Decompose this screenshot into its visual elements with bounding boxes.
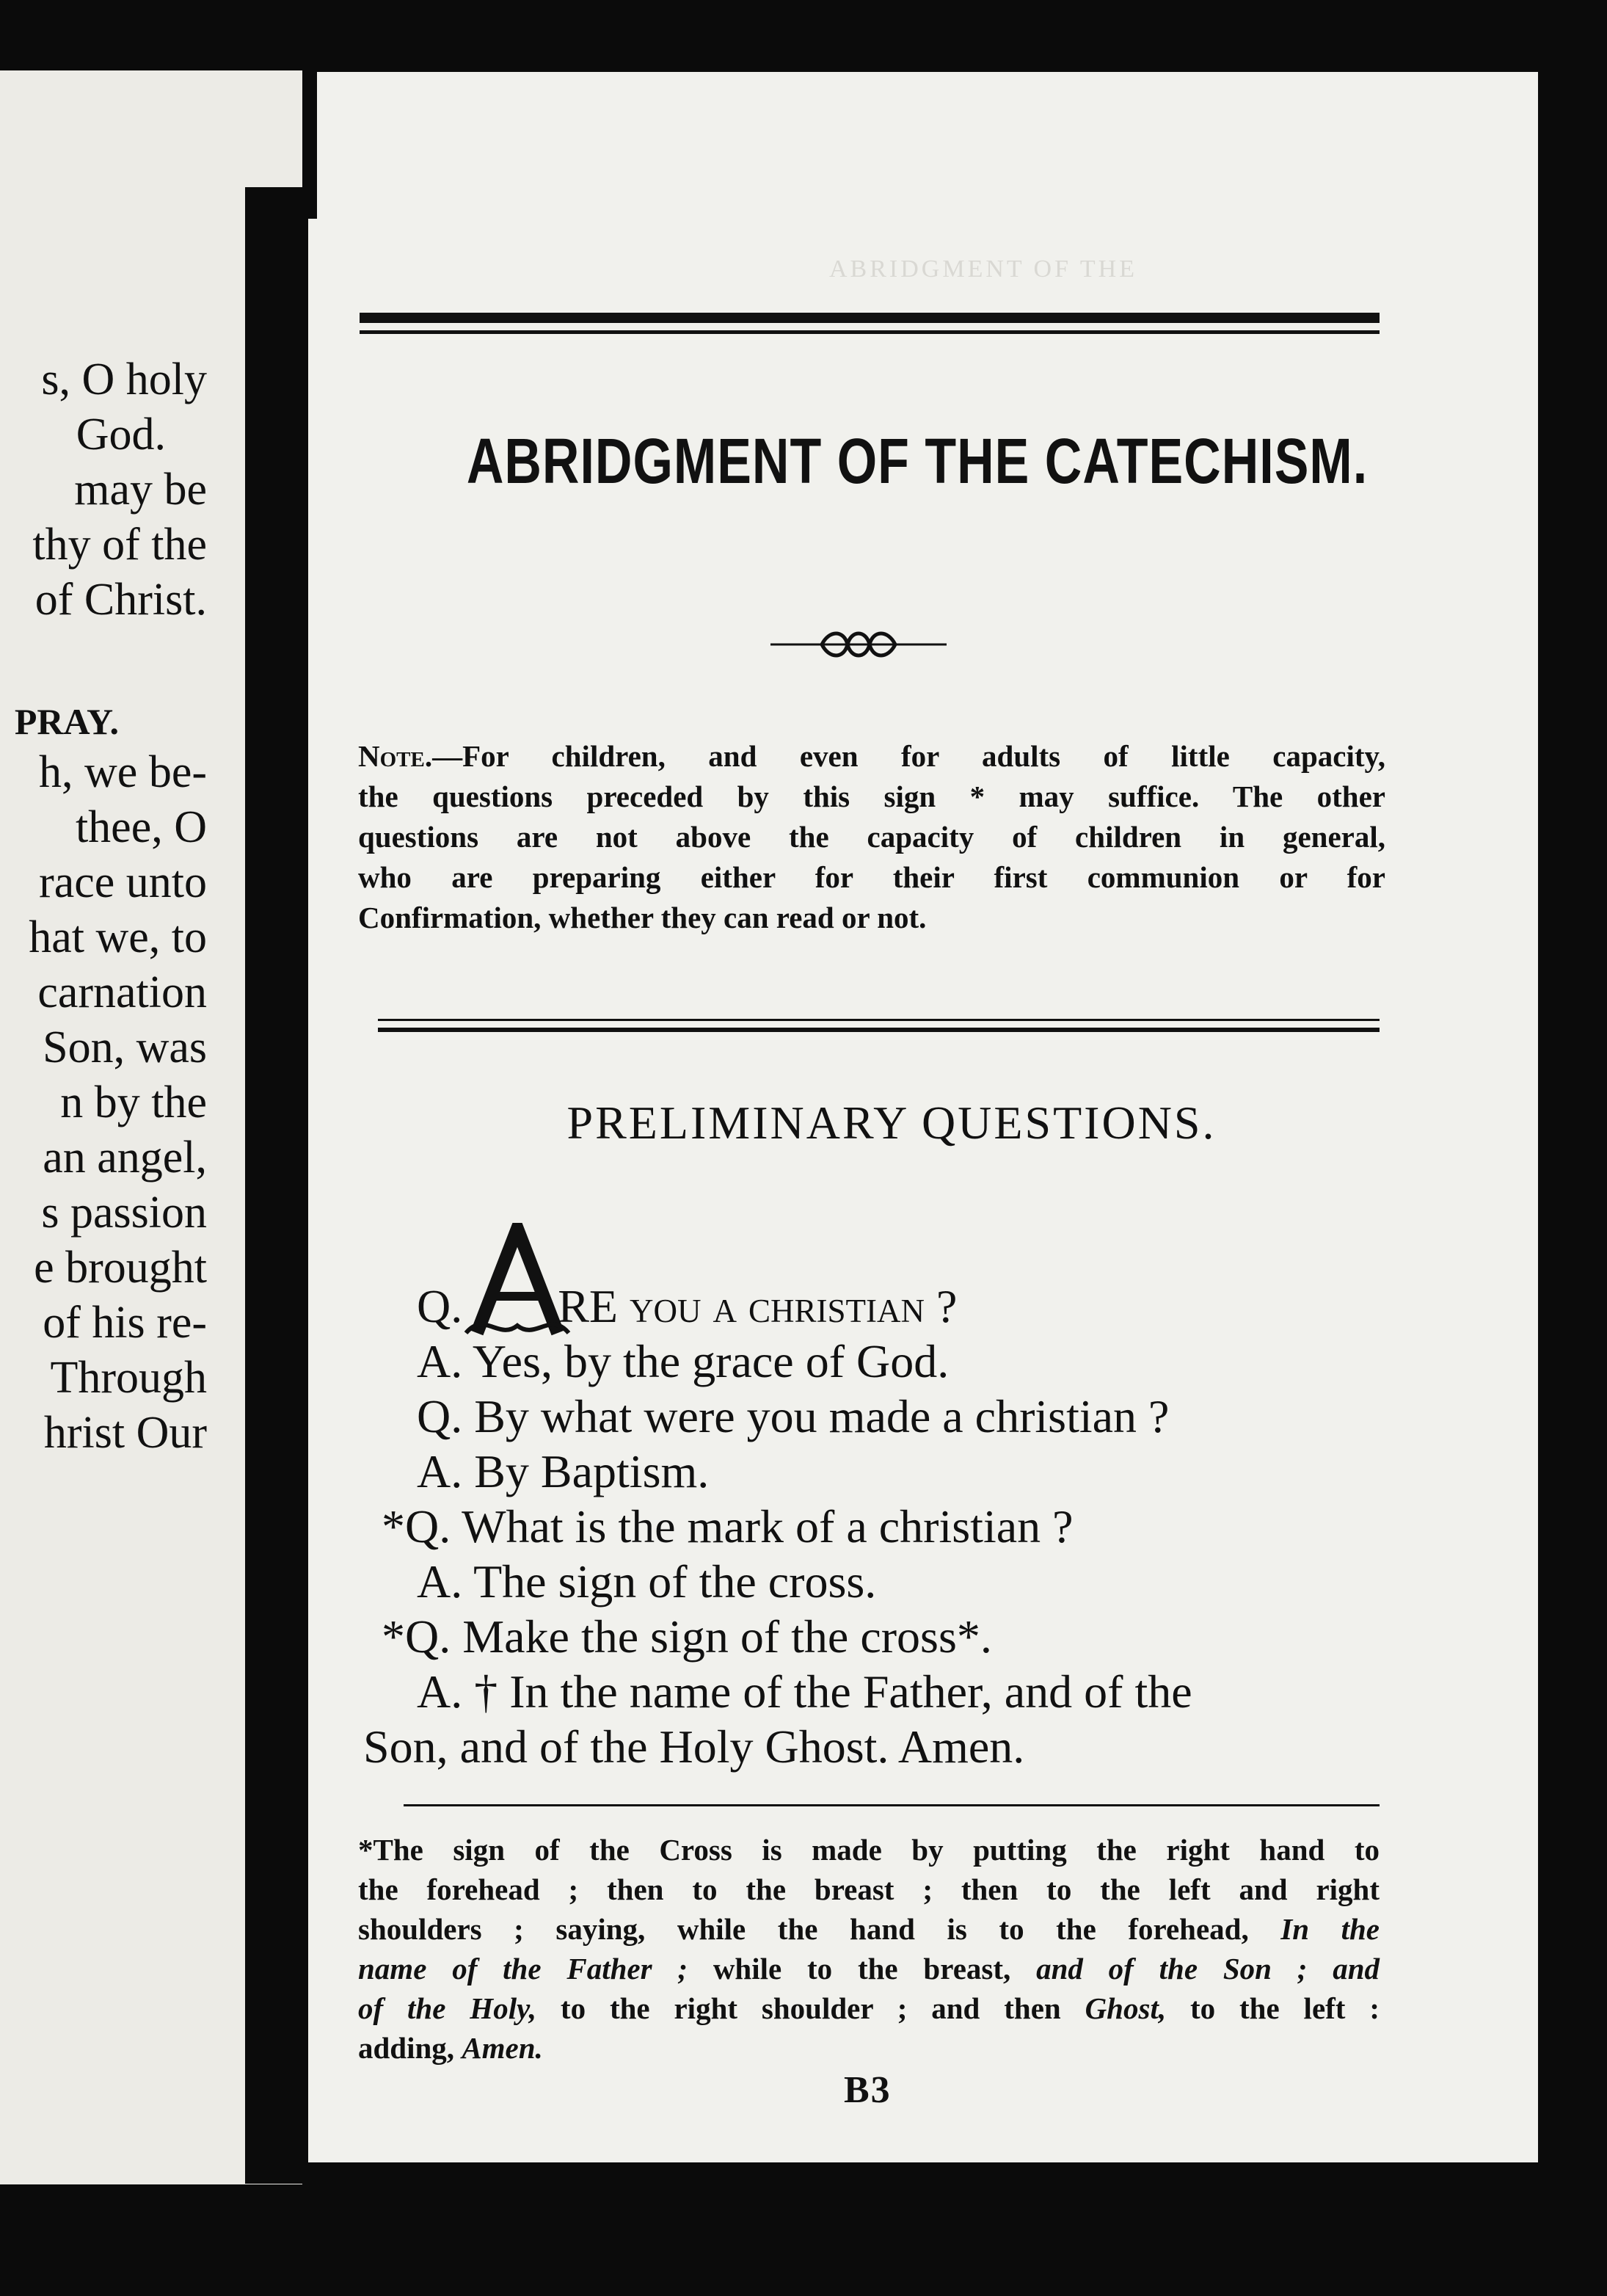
qa-line: [382, 1610, 992, 1663]
footnote: [358, 1830, 1380, 2068]
main-page: [308, 72, 1538, 2162]
footnote-italic: In the: [1280, 1912, 1380, 1946]
note-line: questions are not above the capacity of children in general,: [358, 820, 1385, 854]
left-line: race unto: [39, 857, 207, 907]
qa-marker: A.: [417, 1665, 463, 1718]
qa-marker: Q.: [417, 1390, 463, 1442]
qa-marker: *Q.: [382, 1500, 451, 1552]
qa-text: RE you a christian ?: [558, 1280, 958, 1332]
footnote-italic: of the Holy,: [358, 1991, 537, 2025]
left-line: Through: [50, 1353, 207, 1403]
qa-line: [417, 1335, 950, 1387]
note-label: Note.: [358, 739, 433, 773]
left-line: God.: [76, 410, 166, 459]
footnote-line: the forehead ; then to the breast ; then to the left and right: [358, 1872, 1380, 1906]
footnote-text: shoulders ; saying, while the hand is to the forehead,: [358, 1912, 1281, 1946]
top-rule-thick: [360, 313, 1380, 323]
note-paragraph: [358, 736, 1385, 938]
note-line: the questions preceded by this sign * may suffice. The other: [358, 780, 1385, 813]
footnote-line: *The sign of the Cross is made by putting the right hand to: [358, 1833, 1380, 1867]
footnote-italic: Amen.: [462, 2031, 543, 2065]
qa-text: † In the name of the Father, and of the: [474, 1665, 1192, 1718]
qa-text: Make the sign of the cross*.: [462, 1610, 992, 1663]
footnote-line: [358, 2028, 1380, 2068]
qa-line: [417, 1445, 710, 1497]
page-title: ABRIDGMENT OF THE CATECHISM.: [466, 425, 1369, 497]
section-rule-thin: [378, 1019, 1380, 1021]
footnote-rule: [404, 1804, 1380, 1806]
left-line: thee, O: [75, 802, 207, 852]
left-line: PRAY.: [14, 701, 119, 742]
qa-line: [382, 1500, 1074, 1552]
qa-line: [417, 1555, 877, 1607]
qa-marker: A.: [417, 1445, 463, 1497]
section-title: PRELIMINARY QUESTIONS.: [566, 1097, 1217, 1149]
left-line: Son, was: [43, 1022, 207, 1072]
footnote-text: to the right shoulder ; and then: [536, 1991, 1085, 2025]
footnote-italic: name of the Father ;: [358, 1952, 688, 1986]
left-line: n by the: [60, 1078, 207, 1127]
left-line: of Christ.: [34, 575, 207, 625]
left-line: hrist Our: [43, 1408, 207, 1458]
qa-line: [417, 1665, 1192, 1718]
qa-text: By what were you made a christian ?: [474, 1390, 1170, 1442]
qa-marker: A.: [417, 1555, 463, 1607]
note-line: who are preparing either for their first communion or for: [358, 860, 1385, 894]
torn-edge: [308, 72, 330, 219]
note-line: —For children, and even for adults of little capacity,: [432, 739, 1385, 773]
left-line: s passion: [41, 1188, 207, 1238]
left-line: thy of the: [32, 520, 207, 570]
qa-text: Yes, by the grace of God.: [472, 1335, 950, 1387]
dropcap-letter: A: [514, 1305, 520, 1313]
ornament-icon: [770, 622, 947, 666]
left-line: hat we, to: [29, 912, 207, 962]
qa-marker: *Q.: [382, 1610, 451, 1663]
qa-text: By Baptism.: [474, 1445, 710, 1497]
note-line: Confirmation, whether they can read or not.: [358, 901, 927, 934]
left-line: s, O holy: [41, 355, 207, 404]
top-rule-thin: [360, 330, 1380, 334]
running-head: ABRIDGMENT OF THE: [829, 255, 1137, 283]
qa-marker: A.: [417, 1335, 463, 1387]
footnote-italic: Ghost,: [1085, 1991, 1167, 2025]
qa-line: [417, 1390, 1170, 1442]
footnote-line: [358, 1909, 1380, 1949]
page-gutter: [245, 187, 310, 2184]
left-line: h, we be-: [39, 747, 207, 797]
qa-text: What is the mark of a christian ?: [462, 1500, 1074, 1552]
left-line: e brought: [34, 1243, 207, 1293]
footnote-text: adding,: [358, 2031, 462, 2065]
signature-mark: B3: [844, 2069, 892, 2111]
footnote-text: while to the breast,: [688, 1952, 1037, 1986]
left-line: an angel,: [43, 1133, 207, 1182]
qa-line: [417, 1280, 958, 1332]
qa-marker: Q.: [417, 1280, 463, 1332]
qa-text: The sign of the cross.: [473, 1555, 877, 1607]
section-rule-thick: [378, 1028, 1380, 1032]
left-line: carnation: [37, 967, 207, 1017]
footnote-line: [358, 1988, 1380, 2028]
footnote-italic: and of the Son ; and: [1036, 1952, 1380, 1986]
qa-line: [363, 1721, 1025, 1773]
footnote-text: to the left :: [1166, 1991, 1380, 2025]
left-line: may be: [74, 465, 207, 515]
left-line: of his re-: [43, 1298, 207, 1348]
qa-text: Son, and of the Holy Ghost. Amen.: [363, 1721, 1025, 1773]
footnote-line: [358, 1949, 1380, 1988]
